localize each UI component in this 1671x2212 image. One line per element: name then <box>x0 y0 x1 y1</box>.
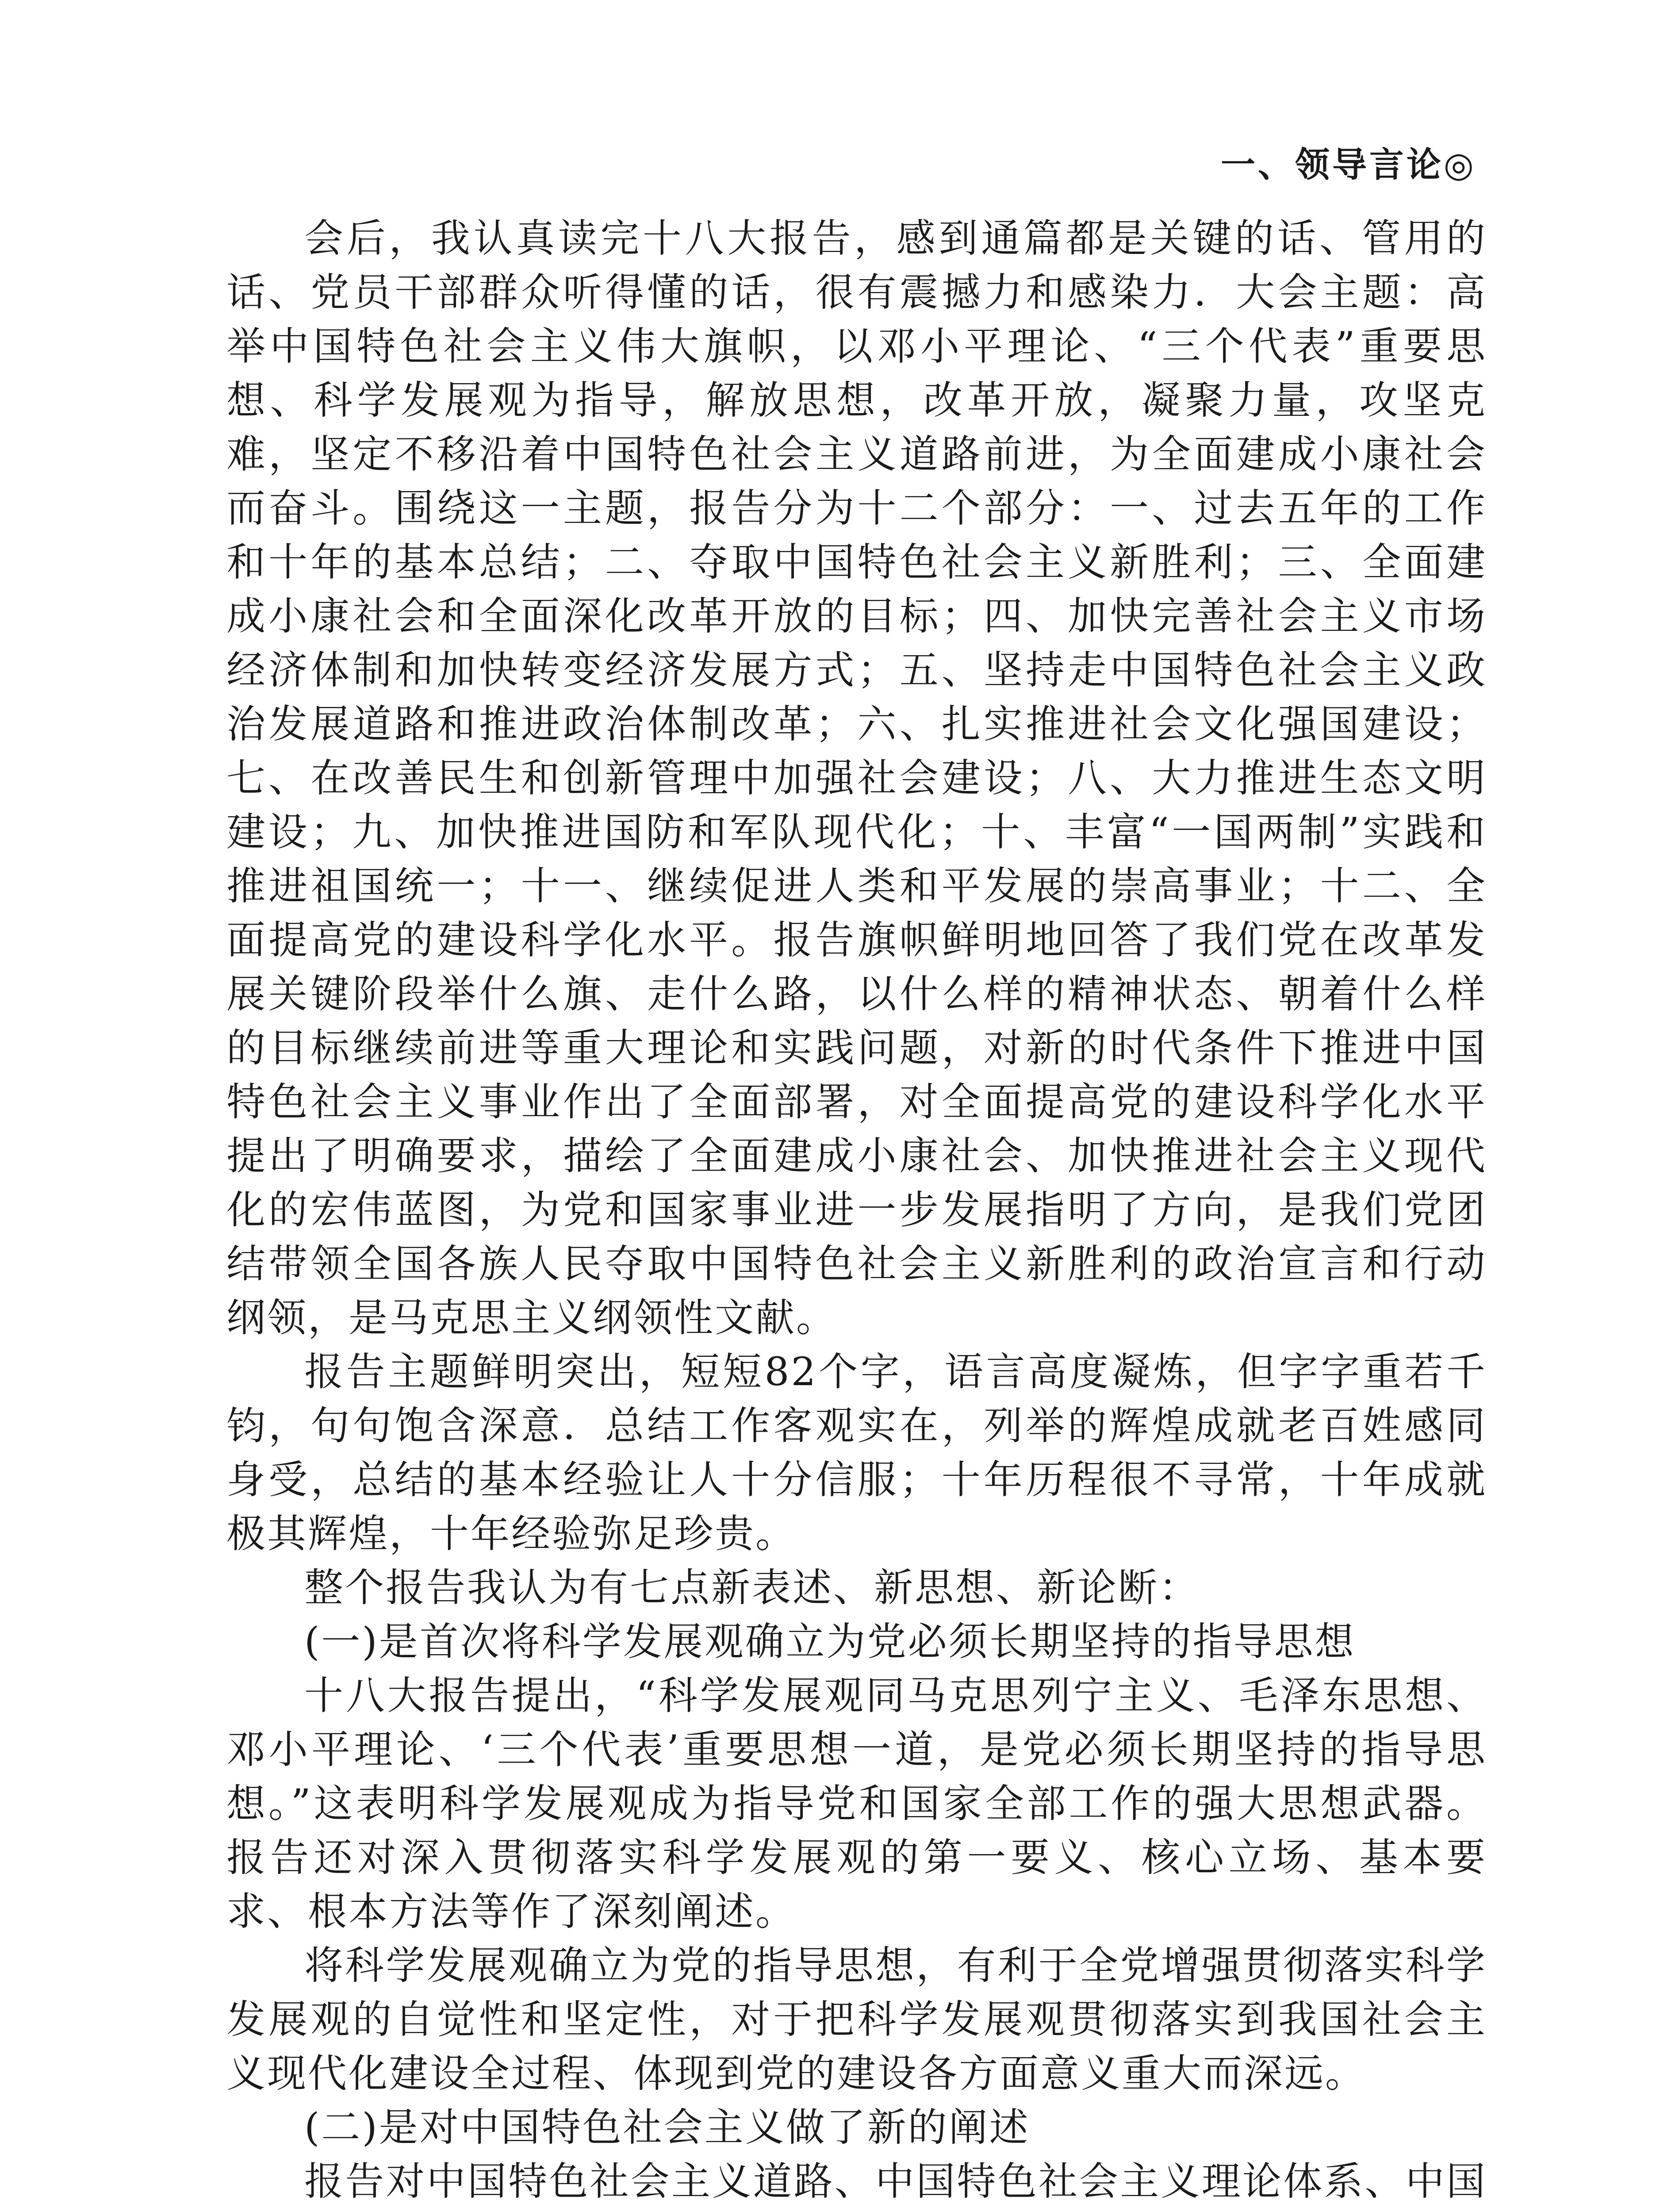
paragraph-report-overview: 会后，我认真读完十八大报告，感到通篇都是关键的话、管用的话、党员干部群众听得懂的话，很有震撼力和感染力．大会主题：高举中国特色社会主义伟大旗帜，以邓小平理论、“三个代表”重要思想、科学发展观为指导，解放思想，改革开放，凝聚力量，攻坚克难，坚定不移沿着中国特色社会主义道路前进，为全面建成小康社会而奋斗。围绕这一主题，报告分为十二个部分：一、过去五年的工作和十年的基本总结；二、夺取中国特色社会主义新胜利；三、全面建成小康社会和全面深化改革开放的目标；四、加快完善社会主义市场经济体制和加快转变经济发展方式；五、坚持走中国特色社会主义政治发展道路和推进政治体制改革；六、扎实推进社会文化强国建设；七、在改善民生和创新管理中加强社会建设；八、大力推进生态文明建设；九、加快推进国防和军队现代化；十、丰富“一国两制”实践和推进祖国统一；十一、继续促进人类和平发展的崇高事业；十二、全面提高党的建设科学化水平。报告旗帜鲜明地回答了我们党在改革发展关键阶段举什么旗、走什么路，以什么样的精神状态、朝着什么样的目标继续前进等重大理论和实践问题，对新的时代条件下推进中国特色社会主义事业作出了全面部署，对全面提高党的建设科学化水平提出了明确要求，描绘了全面建成小康社会、加快推进社会主义现代化的宏伟蓝图，为党和国家事业进一步发展指明了方向，是我们党团结带领全国各族人民夺取中国特色社会主义新胜利的政治宣言和行动纲领，是马克思主义纲领性文献。 <box>226 215 1487 1340</box>
section-heading-1: (一)是首次将科学发展观确立为党必须长期坚持的指导思想 <box>304 1619 1356 1664</box>
section-heading-2: (二)是对中国特色社会主义做了新的阐述 <box>304 2104 1030 2150</box>
body-text <box>226 211 1487 2212</box>
running-header: 一、领导言论◎ <box>1220 145 1476 185</box>
paragraph-report-theme: 报告主题鲜明突出，短短82个字，语言高度凝炼，但字字重若千钧，句句饱含深意．总结工作客观实在，列举的辉煌成就老百姓感同身受，总结的基本经验让人十分信服；十年历程很不寻常，十年成就极其辉煌，十年经验弥足珍贵。 <box>226 1349 1487 1556</box>
paragraph-socialism-elaboration: 报告对中国特色社会主义道路、中国特色社会主义理论体系、中国 <box>304 2158 1487 2204</box>
paragraph-seven-points: 整个报告我认为有七点新表述、新思想、新论断： <box>304 1565 1200 1610</box>
paragraph-guiding-thought: 十八大报告提出，“科学发展观同马克思列宁主义、毛泽东思想、邓小平理论、‘三个代表’重要思想一道，是党必须长期坚持的指导思想。”这表明科学发展观成为指导党和国家全部工作的强大思想武器。报告还对深入贯彻落实科学发展观的第一要义、核心立场、基本要求、根本方法等作了深刻阐述。 <box>226 1673 1487 1934</box>
paragraph-significance: 将科学发展观确立为党的指导思想，有利于全党增强贯彻落实科学发展观的自觉性和坚定性，对于把科学发展观贯彻落实到我国社会主义现代化建设全过程、体现到党的建设各方面意义重大而深远。 <box>226 1943 1487 2096</box>
